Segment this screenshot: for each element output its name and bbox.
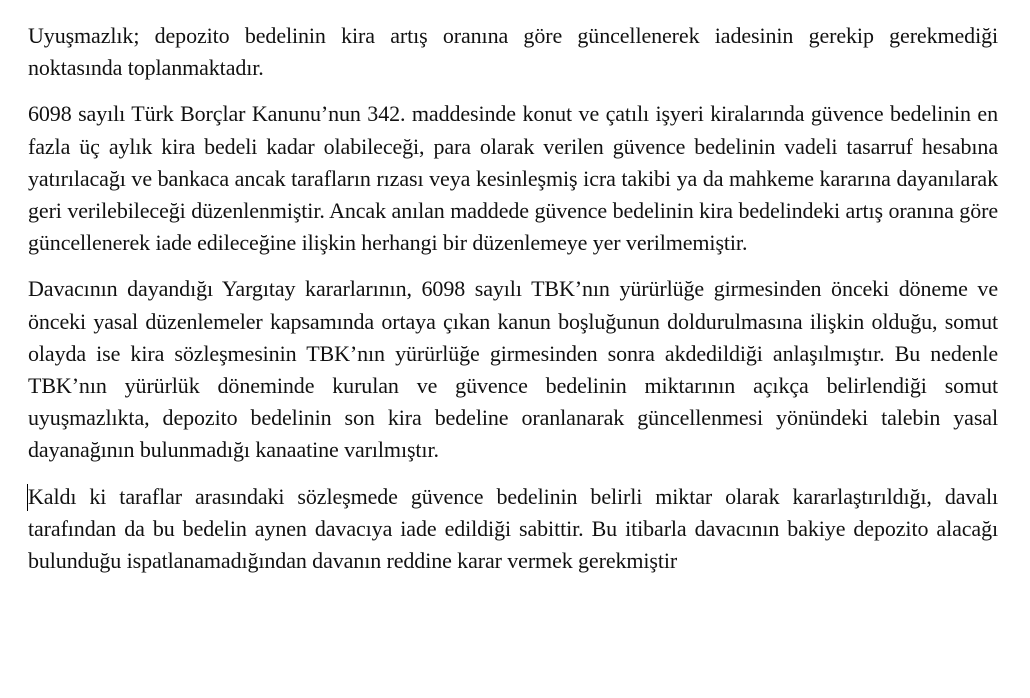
paragraph-yargitay-decisions: Davacının dayandığı Yargıtay kararlarının, 6098 sayılı TBK’nın yürürlüğe girmesinden önceki döneme ve önceki yasal düzenlemeler kapsamında ortaya çıkan kanun boşluğunun doldurulmasına ilişkin olduğu, somut olayda ise kira sözleşmesinin TBK’nın yürürlüğe girmesinden sonra akdedildiği anlaşılmıştır. Bu nedenle TBK’nın yürürlük döneminde kurulan ve güvence bedelinin miktarının açıkça belirlendiği somut uyuşmazlıkta, depozito bedelinin son kira bedeline oranlanarak güncellenmesi yönündeki talebin yasal dayanağının bulunmadığı kanaatine varılmıştır. <box>28 276 998 463</box>
paragraph-tbk-article-342: 6098 sayılı Türk Borçlar Kanunu’nun 342. maddesinde konut ve çatılı işyeri kiralarında güvence bedelinin en fazla üç aylık kira bedeli kadar olabileceği, para olarak verilen güvence bedelinin vadeli tasarruf hesabına yatırılacağı ve bankaca ancak tarafların rızası veya kesinleşmiş icra takibi ya da mahkeme kararına dayanılarak geri verilebileceği düzenlenmiştir. Ancak anılan maddede güvence bedelinin kira bedelindeki artış oranına göre güncellenerek iade edileceğine ilişkin herhangi bir düzenlemeye yer verilmemiştir. <box>28 101 998 256</box>
paragraph-conclusion[interactable]: Kaldı ki taraflar arasındaki sözleşmede güvence bedelinin belirli miktar olarak kararlaştırıldığı, davalı tarafından da bu bedelin aynen davacıya iade edildiği sabittir. Bu itibarla davacının bakiye depozito alacağı bulunduğu ispatlanamadığından davanın reddine karar vermek gerekmiştir <box>28 481 998 578</box>
paragraph-dispute-summary: Uyuşmazlık; depozito bedelinin kira artış oranına göre güncellenerek iadesinin gerekip gerekmediği noktasında toplanmaktadır. <box>28 23 998 81</box>
document-body[interactable] <box>28 20 998 577</box>
